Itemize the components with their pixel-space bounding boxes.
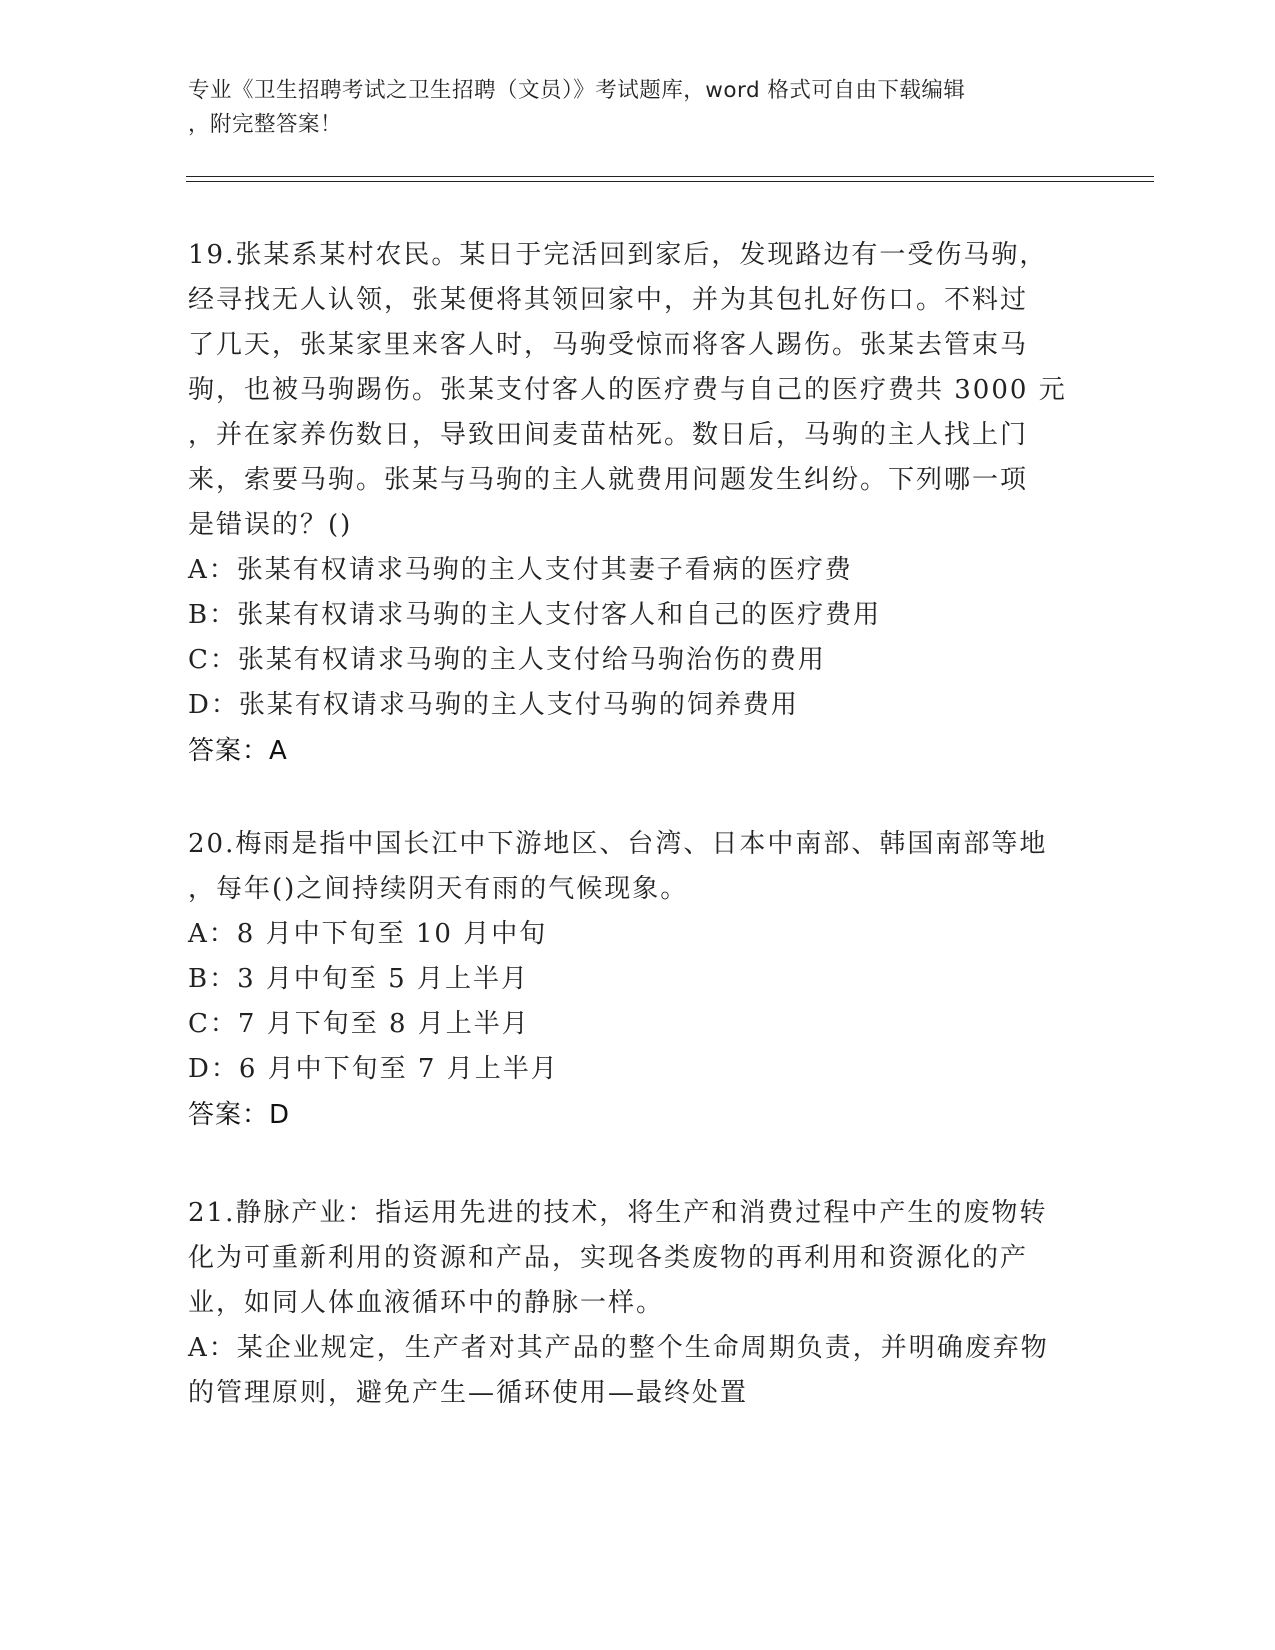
question-stem [188, 1191, 1068, 1326]
option-d: D：6 月中下旬至 7 月上半月 [188, 1054, 559, 1084]
option-b: B：3 月中旬至 5 月上半月 [188, 964, 529, 994]
question-stem [188, 822, 1068, 912]
option-c: C：张某有权请求马驹的主人支付给马驹治伤的费用 [188, 645, 826, 675]
stem-line: 驹，也被马驹踢伤。张某支付客人的医疗费与自己的医疗费共 3000 元 [188, 375, 1067, 405]
stem-line: 业，如同人体血液循环中的静脉一样。 [188, 1288, 665, 1318]
option-a-continued: 的管理原则，避免产生—循环使用—最终处置 [188, 1378, 749, 1408]
answer: 答案：A [188, 736, 288, 766]
answer: 答案：D [188, 1100, 291, 1130]
header-line: ，附完整答案！ [188, 112, 343, 137]
header-divider [186, 181, 1154, 182]
option-c: C：7 月下旬至 8 月上半月 [188, 1009, 530, 1039]
option-b: B：张某有权请求马驹的主人支付客人和自己的医疗费用 [188, 600, 882, 630]
option-a: A：8 月中下旬至 10 月中旬 [188, 919, 548, 949]
header-line: 专业《卫生招聘考试之卫生招聘（文员）》考试题库，word 格式可自由下载编辑 [188, 78, 966, 103]
stem-line: 21.静脉产业：指运用先进的技术，将生产和消费过程中产生的废物转 [188, 1198, 1048, 1228]
stem-line: 来，索要马驹。张某与马驹的主人就费用问题发生纠纷。下列哪一项 [188, 465, 1029, 495]
page-header [188, 74, 1068, 142]
stem-line: 19.张某系某村农民。某日于完活回到家后，发现路边有一受伤马驹， [188, 240, 1048, 270]
stem-line: ，并在家养伤数日，导致田间麦苗枯死。数日后，马驹的主人找上门 [188, 420, 1029, 450]
option-a: A：某企业规定，生产者对其产品的整个生命周期负责，并明确废弃物 [188, 1333, 1049, 1363]
question-21 [188, 1191, 1068, 1416]
stem-line: 经寻找无人认领，张某便将其领回家中，并为其包扎好伤口。不料过 [188, 285, 1029, 315]
stem-line: 20.梅雨是指中国长江中下游地区、台湾、日本中南部、韩国南部等地 [188, 829, 1048, 859]
stem-line: ，每年()之间持续阴天有雨的气候现象。 [188, 874, 689, 904]
option-a: A：张某有权请求马驹的主人支付其妻子看病的医疗费 [188, 555, 853, 585]
question-stem [188, 233, 1068, 548]
stem-line: 是错误的？() [188, 510, 353, 540]
question-19 [188, 233, 1068, 774]
header-divider [186, 176, 1154, 177]
option-d: D：张某有权请求马驹的主人支付马驹的饲养费用 [188, 690, 799, 720]
stem-line: 了几天，张某家里来客人时，马驹受惊而将客人踢伤。张某去管束马 [188, 330, 1029, 360]
question-20 [188, 822, 1068, 1138]
stem-line: 化为可重新利用的资源和产品，实现各类废物的再利用和资源化的产 [188, 1243, 1029, 1273]
